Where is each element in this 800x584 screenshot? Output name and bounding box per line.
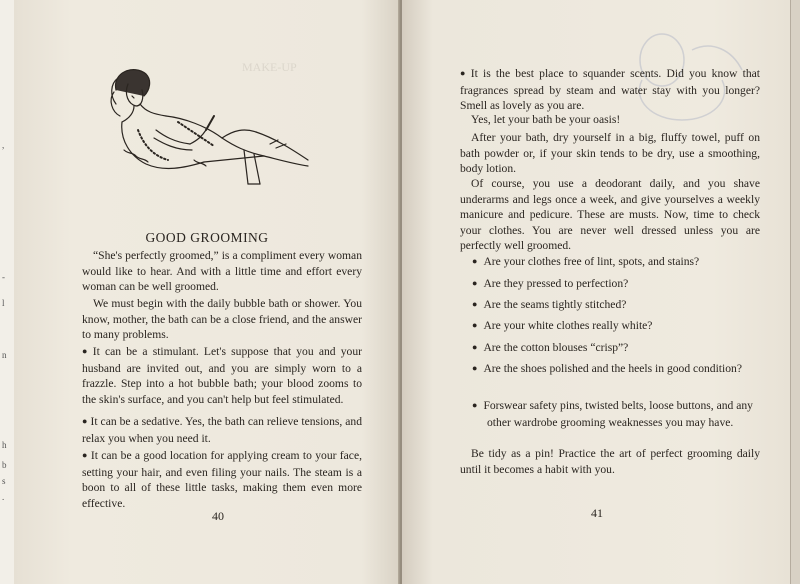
checklist-item (472, 361, 762, 378)
edge-glyph: h (2, 440, 7, 450)
edge-glyph: b (2, 460, 7, 470)
checklist-item (472, 398, 762, 430)
left-page (14, 0, 400, 584)
checklist-item (472, 340, 762, 357)
edge-glyph: . (2, 492, 5, 502)
right-page (402, 0, 790, 584)
checklist-item (472, 254, 762, 271)
checklist-item (472, 276, 762, 293)
paragraph-text: After your bath, dry yourself in a big, fluffy towel, puff on bath powder or, if your skin tends to be dry, use a smoothing, body lotion. (460, 131, 760, 175)
page-number: 41 (591, 506, 603, 520)
paragraph-text (460, 66, 760, 114)
checklist-text: Are the shoes polished and the heels in good condition? (483, 362, 742, 375)
intro-paragraph (82, 248, 362, 295)
paragraph-text (82, 344, 362, 407)
checklist-item (472, 297, 762, 314)
paragraph-text: “She's perfectly groomed,” is a compliment every woman would like to hear. And with a little time and effort every woman can be well groomed. (82, 249, 362, 293)
page-title: GOOD GROOMING (145, 230, 269, 245)
edge-glyph: s (2, 476, 6, 486)
bath-paragraph (82, 296, 362, 343)
paragraph-text: Of course, you use a deodorant daily, and you shave underarms and legs once a week, and give yourselves a weekly manicure and pedicure. These are musts. Now, time to check your clothes. You are never well dressed unless you are perfectly well groomed. (460, 177, 760, 252)
bullet-text: It is the best place to squander scents. Did you know that fragrances spread by steam and water stay with you longer? Smell as lovely as you are. (460, 67, 760, 112)
oasis-paragraph (460, 112, 760, 128)
bullet-icon: ● (472, 299, 478, 309)
towel-paragraph (460, 130, 760, 177)
edge-glyph: - (2, 272, 5, 282)
checklist-text: Forswear safety pins, twisted belts, loose buttons, and any other wardrobe grooming weaknesses you may have. (483, 399, 753, 429)
bullet-icon: ● (472, 256, 478, 266)
checklist-text: Are your white clothes really white? (483, 319, 653, 332)
edge-glyph: , (2, 140, 5, 150)
bullet-icon: ● (472, 400, 478, 410)
closing-paragraph (460, 446, 760, 477)
checklist-text: Are they pressed to perfection? (483, 277, 629, 290)
next-page-edge (790, 0, 800, 584)
edge-glyph: n (2, 350, 7, 360)
checklist-item (472, 318, 762, 335)
paragraph-text: Yes, let your bath be your oasis! (471, 113, 621, 126)
bullet-icon: ● (82, 416, 88, 426)
bullet-icon: ● (460, 68, 468, 78)
sedative-paragraph (82, 414, 362, 446)
scents-paragraph (460, 66, 760, 114)
checklist-text: Are your clothes free of lint, spots, and stains? (483, 255, 700, 268)
edge-glyph: l (2, 298, 5, 308)
checklist-text: Are the seams tightly stitched? (483, 298, 627, 311)
page-number: 40 (212, 509, 224, 523)
paragraph-text (82, 414, 362, 446)
previous-page-edge (0, 0, 15, 584)
bullet-text: It can be a stimulant. Let's suppose that you and your husband are invited out, and you are simply worn to a frazzle. Step into a hot bubble bath; your blood zooms to the skin's surface, and you can't help but feel stimulated. (82, 345, 362, 406)
paragraph-text: We must begin with the daily bubble bath or shower. You know, mother, the bath can be a close friend, and the answer to many problems. (82, 297, 362, 341)
bullet-icon: ● (82, 450, 88, 460)
bullet-text: It can be a sedative. Yes, the bath can relieve tensions, and relax you when you need it. (82, 415, 363, 445)
bullet-icon: ● (472, 320, 478, 330)
paragraph-text: Be tidy as a pin! Practice the art of perfect grooming daily until it becomes a habit with you. (460, 447, 760, 476)
stimulant-paragraph (82, 344, 362, 407)
paragraph-text (82, 448, 362, 511)
bullet-icon: ● (82, 346, 90, 356)
woman-illustration-icon (94, 60, 316, 190)
bullet-icon: ● (472, 278, 478, 288)
bullet-icon: ● (472, 363, 478, 373)
bleed-through-heading: MAKE-UP (242, 60, 297, 74)
bullet-icon: ● (472, 342, 478, 352)
bullet-text: It can be a good location for applying cream to your face, setting your hair, and even filing your nails. The steam is a boon to all of these little tasks, making them even more effective. (82, 449, 362, 510)
woman-in-bath-illustration (94, 60, 316, 190)
location-paragraph (82, 448, 362, 511)
deodorant-paragraph (460, 176, 760, 254)
checklist-text: Are the cotton blouses “crisp”? (483, 341, 629, 354)
